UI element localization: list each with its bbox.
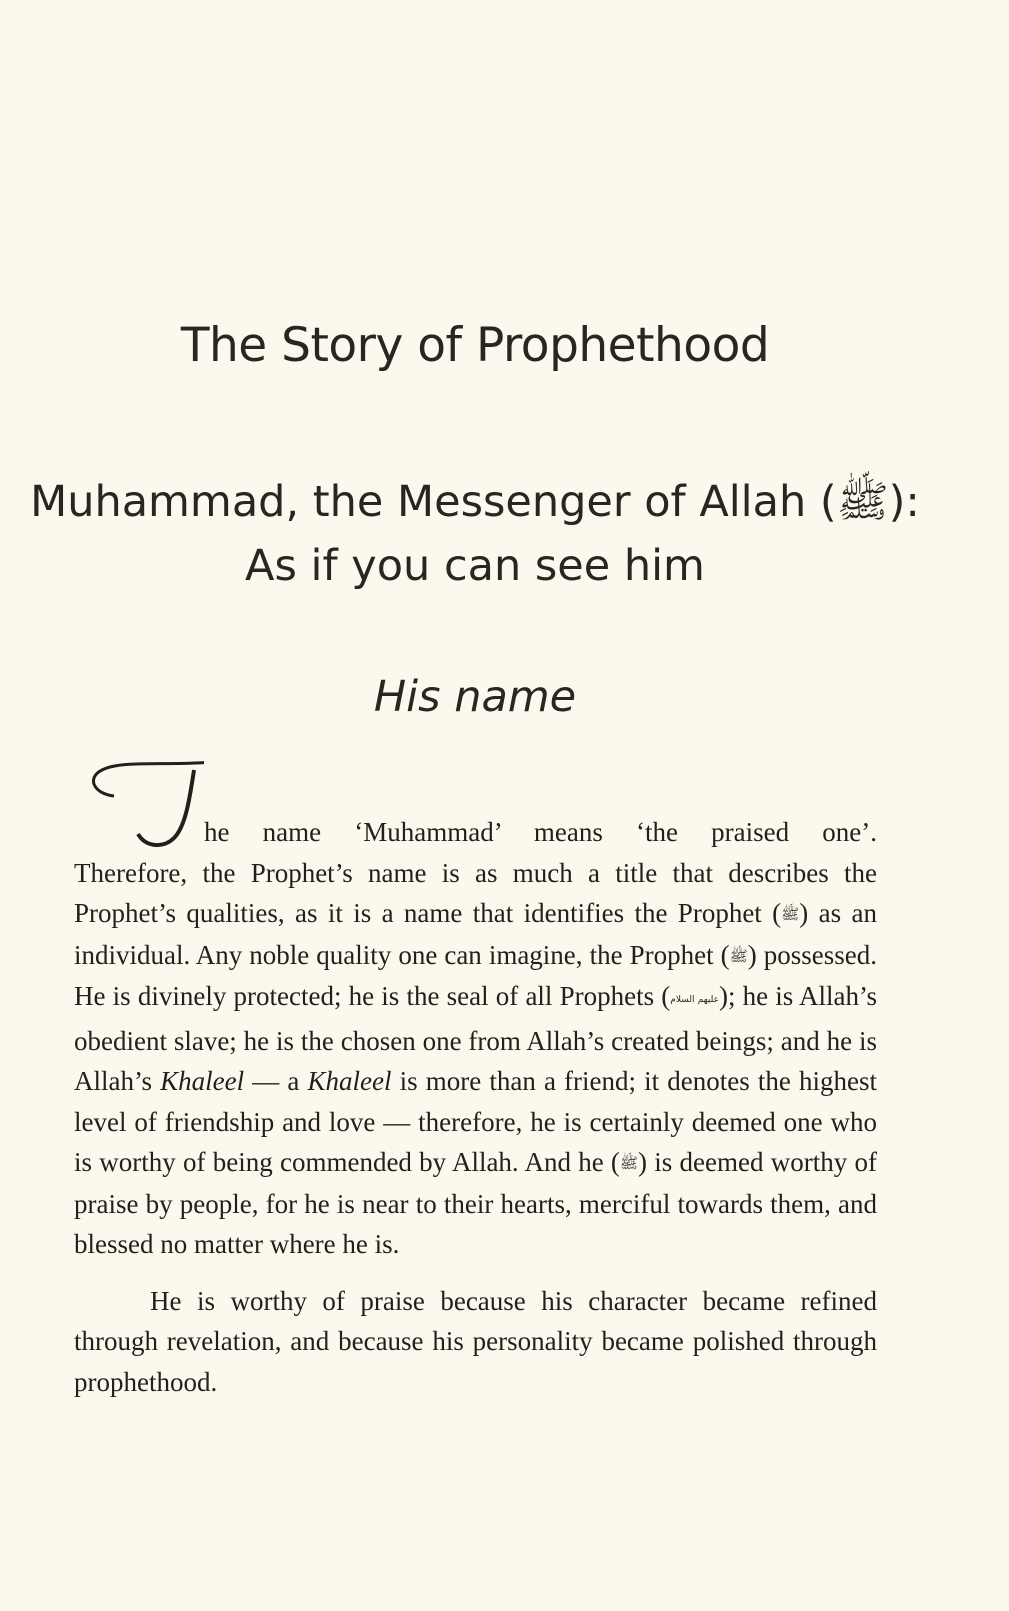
- term-khaleel: Khaleel: [160, 1066, 245, 1096]
- salutation-glyph: ﷺ: [619, 1154, 639, 1172]
- paragraph-1-text-e: — a: [244, 1066, 308, 1096]
- chapter-subtitle: [0, 470, 950, 598]
- paragraph-2: He is worthy of praise because his character became refined through revelation, and because his personality became polished through prophethood.: [74, 1285, 877, 1397]
- section-heading: His name: [373, 672, 577, 722]
- paragraph-1-text-c: ) possessed. He is divinely protected; he is the seal of all Prophets (: [74, 939, 877, 1011]
- subtitle-line-2: As if you can see him: [245, 541, 705, 591]
- chapter-title: The Story of Prophethood: [180, 318, 770, 373]
- paragraph-1-text-b: ) as an individual. Any noble quality one can imagine, the Prophet (: [74, 898, 877, 970]
- salutation-glyph: ﷺ: [729, 946, 748, 965]
- salutation-glyph: عليهم السلام: [670, 995, 719, 1005]
- body-text: [74, 812, 877, 1402]
- paragraph-1-text-f: is more than a friend; it denotes the highest level of friendship and love — therefore, he is certainly deemed one who is worthy of being commended by Allah. And he (: [74, 1066, 877, 1177]
- paragraph-1-text-g: ) is deemed worthy of praise by people, for he is near to their hearts, merciful towards them, and blessed no matter where he is.: [74, 1147, 877, 1259]
- paragraph-1-text-a: Therefore, the Prophet’s name is as much a title that describes the Prophet’s qualities, as it is a name that identifies the Prophet (: [74, 857, 877, 928]
- paragraph-1: [74, 812, 877, 1265]
- term-khaleel: Khaleel: [307, 1066, 392, 1096]
- subtitle-line-1: Muhammad, the Messenger of Allah (ﷺ):: [30, 477, 920, 527]
- paragraph-1-text-d: ); he is Allah’s obedient slave; he is the chosen one from Allah’s created beings; and he is Allah’s: [74, 981, 877, 1096]
- salutation-glyph: ﷺ: [781, 905, 800, 923]
- paragraph-1-first-line: he name ‘Muhammad’ means ‘the praised one’.: [204, 817, 877, 847]
